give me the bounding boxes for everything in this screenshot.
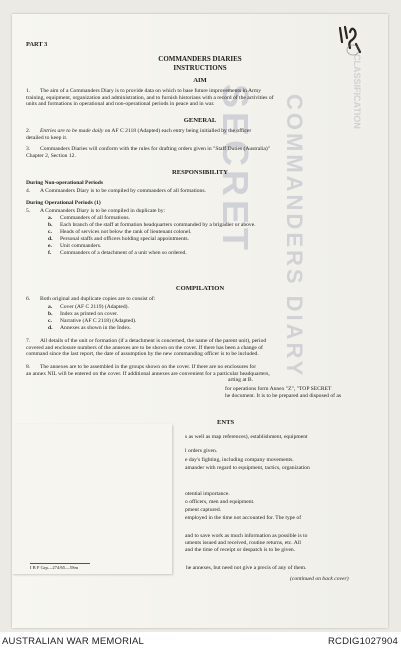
list-item-letter: d.	[48, 325, 53, 331]
para-5-line: A Commanders Diary is to be compiled in duplicate by:	[40, 208, 166, 214]
heading-aim: AIM	[193, 77, 207, 84]
list-item-letter: e.	[48, 243, 52, 249]
para-8-number: 8.	[26, 364, 31, 370]
para-8-line: The annexes are to be assembled in the groups shown on the cover. If there are no enclosures for	[40, 364, 257, 370]
para-7-line: covered and enclosure numbers of the annexes are to be shown on the cover. If there has been a change of	[26, 344, 263, 351]
contents-line: otential importance.	[185, 491, 230, 497]
heading-responsibility: RESPONSIBILITY	[171, 169, 229, 176]
para-8-line: an annex NIL will be entered on the cover. If additional annexes are convenient for a particular headquarters,	[26, 370, 270, 377]
list-item: Cover (AF C 2119) (Adapted).	[60, 304, 129, 310]
para-7-line: command since the last report, the date of assumption by the new commanding officer is to be included.	[26, 351, 259, 357]
list-item-letter: a.	[48, 215, 53, 221]
para-1-number: 1.	[26, 88, 31, 94]
para-3-line: Commanders Diaries will conform with the rules for drafting orders given in "Staff Duties (Australia)"	[40, 146, 271, 152]
part-label: PART 3	[26, 41, 48, 48]
contents-line: and the time of receipt or despatch is to be given.	[185, 547, 296, 553]
para-2-line: detailed to keep it.	[26, 134, 68, 141]
bleed-through-small: CLASSIFICATION	[352, 54, 362, 129]
list-item-letter: d.	[48, 236, 53, 242]
para-1-line: training, equipment, organization and administration, and to furnish historians with a record of the activities of	[26, 94, 274, 101]
para-5-number: 5.	[26, 208, 31, 214]
printer-imprint: I B F Grp—274/65—5Sm	[30, 565, 79, 570]
para-2-line	[40, 128, 251, 134]
heading-compilation: COMPILATION	[175, 285, 225, 292]
heading-contents-fragment: ENTS	[217, 419, 235, 426]
para-6-line: Both original and duplicate copies are to consist of:	[40, 296, 156, 302]
list-item-letter: f.	[48, 250, 52, 256]
document-title: COMMANDERS DIARIES	[158, 55, 242, 63]
list-item-letter: b.	[48, 222, 53, 228]
para-6-number: 6.	[26, 296, 31, 302]
archive-name: AUSTRALIAN WAR MEMORIAL	[2, 636, 145, 647]
para-2-rest: on AF C 2118 (Adapted) each entry being initialled by the officer	[103, 128, 252, 134]
bleed-through-title: COMMANDERS DIARY	[282, 94, 307, 379]
bleed-through-stamp: SECRET	[215, 84, 256, 255]
para-4-line: A Commanders Diary is to be compiled by commanders of all formations.	[40, 188, 206, 194]
para-8-line: arting at B.	[228, 377, 254, 383]
list-item: Commanders of all formations.	[60, 215, 130, 221]
list-item: Personal staffs and officers holding special appointments.	[60, 236, 189, 242]
document-sheet	[12, 14, 388, 628]
para-1-line: The aim of a Commanders Diary is to provide data on which to base future improvements in Army	[40, 88, 262, 94]
list-item: Each branch of the staff at formation headquarters commanded by a brigadier or above.	[60, 222, 256, 228]
contents-line: l orders given.	[185, 448, 218, 454]
contents-line: e day's fighting, including company movements.	[185, 457, 294, 463]
imprint-rule	[30, 563, 90, 564]
contents-line: s as well as map references), establishment, equipment	[185, 434, 308, 440]
list-item: Unit commanders.	[60, 243, 102, 249]
para-9-line: for operations form Annex "Z", "TOP SECRET	[225, 386, 332, 392]
archive-reference: RCDIG1027904	[328, 636, 398, 647]
list-item-letter: b.	[48, 311, 53, 317]
contents-line: employed in the time not accounted for. The type of	[185, 515, 302, 521]
archive-footer	[0, 632, 401, 653]
document-subtitle: INSTRUCTIONS	[173, 64, 227, 72]
para-3-number: 3.	[26, 146, 31, 152]
contents-line: amander with regard to equipment, tactics, organization	[185, 465, 310, 471]
contents-line: pment captured.	[185, 507, 222, 513]
para-3-line: Chapter 2, Section 12.	[26, 152, 76, 159]
contents-line: and to save work as much information as possible is to	[185, 533, 308, 539]
para-2-number: 2.	[26, 128, 31, 134]
list-item: Annexes as shown in the Index.	[60, 325, 132, 331]
handwritten-mark-icon	[336, 22, 364, 58]
para-4-number: 4.	[26, 188, 31, 194]
list-item-letter: c.	[48, 318, 52, 324]
contents-line: uments issued and received, routine returns, etc. All	[185, 540, 301, 546]
list-item: Commanders of a detachment of a unit when so ordered.	[60, 250, 187, 256]
list-item-letter: c.	[48, 229, 52, 235]
folded-paper-overlay	[12, 424, 172, 574]
para-9-line: he document. It is to be prepared and disposed of as	[225, 392, 342, 399]
para-1-line: units and formations in operational and non-operational periods in peace and in war.	[26, 101, 215, 107]
para-7-line: All details of the unit or formation (if a detachment is concerned, the name of the parent unit), period	[40, 338, 267, 344]
list-item: Heads of services not below the rank of lieutenant colonel.	[60, 229, 192, 235]
para-2-emphasis: Entries are to be made daily	[40, 128, 104, 134]
subheading-operational: During Operational Periods (1)	[26, 200, 101, 206]
contents-line: o officers, men and equipment.	[185, 499, 255, 505]
subheading-non-operational: During Non-operational Periods	[26, 180, 104, 186]
heading-general: GENERAL	[183, 117, 217, 124]
contents-line: he annexes, but need not give a precis of any of them.	[186, 565, 307, 571]
para-7-number: 7.	[26, 338, 31, 344]
list-item: Index as printed on cover.	[60, 311, 118, 317]
continued-note: (continued on back cover)	[290, 576, 349, 582]
list-item-letter: a.	[48, 304, 53, 310]
list-item: Narrative (AF C 2118) (Adapted).	[60, 318, 137, 324]
